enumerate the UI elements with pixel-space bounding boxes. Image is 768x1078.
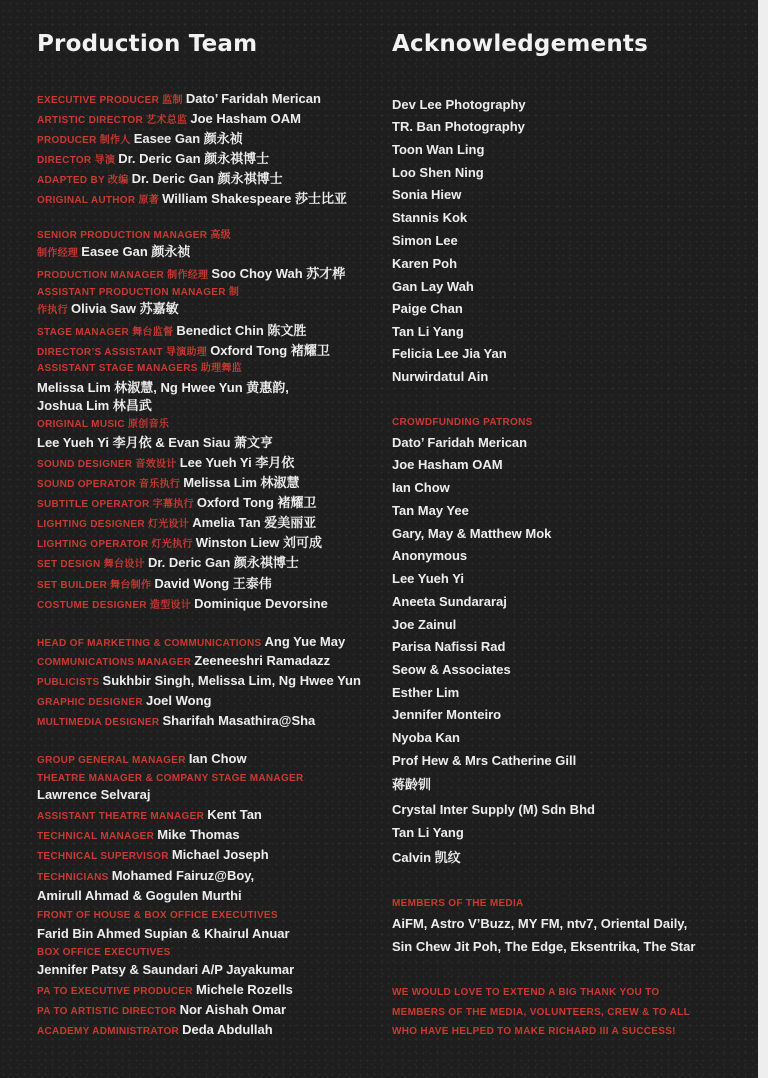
acknowledgement-line xyxy=(392,706,501,724)
name-text: Farid Bin Ahmed Supian & Khairul Anuar xyxy=(37,926,290,941)
acknowledgement-line xyxy=(392,684,459,702)
name-text: Prof Hew & Mrs Catherine Gill xyxy=(392,753,577,768)
role-label: STAGE MANAGER 舞台监督 xyxy=(37,327,177,338)
role-label: HEAD OF MARKETING & COMMUNICATIONS xyxy=(37,638,265,649)
acknowledgement-line xyxy=(392,456,503,474)
acknowledgement-line xyxy=(392,729,460,747)
role-label: ASSISTANT THEATRE MANAGER xyxy=(37,811,208,822)
role-label: PA TO EXECUTIVE PRODUCER xyxy=(37,986,197,997)
name-text: Kent Tan xyxy=(207,807,262,822)
role-label: CROWDFUNDING PATRONS xyxy=(392,417,533,428)
acknowledgement-line xyxy=(392,593,507,611)
production-team-line xyxy=(37,1001,286,1021)
page-edge xyxy=(758,0,768,1078)
acknowledgement-line xyxy=(392,118,525,136)
name-text: Paige Chan xyxy=(392,301,463,316)
name-text: Jennifer Patsy & Saundari A/P Jayakumar xyxy=(37,962,295,977)
acknowledgement-line xyxy=(392,278,474,296)
role-label: ORIGINAL MUSIC 原创音乐 xyxy=(37,419,170,430)
name-text: Mohamed Fairuz@Boy, xyxy=(111,868,255,883)
production-team-line xyxy=(37,397,152,415)
production-team-line xyxy=(37,130,243,150)
name-text: Dr. Deric Gan 颜永祺博士 xyxy=(147,555,299,570)
name-text: Tan May Yee xyxy=(392,503,469,518)
name-text: 蒋龄钏 xyxy=(392,777,432,792)
acknowledgement-line xyxy=(392,661,511,679)
name-text: Nyoba Kan xyxy=(392,730,460,745)
name-text: Dominique Devorsine xyxy=(194,596,328,611)
production-team-line xyxy=(37,414,169,434)
acknowledgement-line xyxy=(392,323,464,341)
production-team-line xyxy=(37,867,254,887)
name-text: Nor Aishah Omar xyxy=(179,1002,287,1017)
production-team-line xyxy=(37,190,347,210)
acknowledgement-line xyxy=(392,893,524,913)
production-team-line xyxy=(37,474,300,494)
acknowledgement-line xyxy=(392,164,484,182)
production-team-line xyxy=(37,826,240,846)
role-label: COSTUME DESIGNER 造型设计 xyxy=(37,600,195,611)
name-text: Benedict Chin 陈文胜 xyxy=(176,323,307,338)
name-text: Lee Yueh Yi 李月依 xyxy=(179,455,295,470)
name-text: Anonymous xyxy=(392,548,468,563)
acknowledgement-line xyxy=(392,96,526,114)
name-text: Deda Abdullah xyxy=(182,1022,273,1037)
name-text: Mike Thomas xyxy=(157,827,240,842)
name-text: Tan Li Yang xyxy=(392,825,464,840)
name-text: Soo Choy Wah 苏才桦 xyxy=(211,266,346,281)
production-team-line xyxy=(37,358,242,378)
name-text: Easee Gan 颜永祯 xyxy=(133,131,243,146)
production-team-line xyxy=(37,633,345,653)
role-label: WHO HAVE HELPED TO MAKE RICHARD III A SUCCESS! xyxy=(392,1026,676,1037)
role-label: DIRECTOR’S ASSISTANT 导演助理 xyxy=(37,347,211,358)
name-text: Michael Joseph xyxy=(171,847,269,862)
role-label: WE WOULD LOVE TO EXTEND A BIG THANK YOU TO xyxy=(392,987,660,998)
acknowledgements-heading: Acknowledgements xyxy=(392,31,648,57)
name-text: Dato’ Faridah Merican xyxy=(392,435,528,450)
production-team-line xyxy=(37,905,278,925)
name-text: Toon Wan Ling xyxy=(392,142,485,157)
acknowledgement-line xyxy=(392,915,687,933)
name-text: Joshua Lim 林昌武 xyxy=(37,398,152,413)
name-text: Gary, May & Matthew Mok xyxy=(392,526,552,541)
production-team-line xyxy=(37,887,242,905)
name-text: Amelia Tan 爱美丽亚 xyxy=(192,515,317,530)
role-label: 制作经理 xyxy=(37,248,82,259)
name-text: Zeeneeshri Ramadazz xyxy=(194,653,331,668)
production-team-line xyxy=(37,672,361,692)
production-team-heading: Production Team xyxy=(37,31,258,57)
name-text: Sin Chew Jit Poh, The Edge, Eksentrika, The Star xyxy=(392,939,696,954)
role-label: SOUND OPERATOR 音乐执行 xyxy=(37,479,184,490)
role-label: ADAPTED BY 改编 xyxy=(37,175,132,186)
role-label: EXECUTIVE PRODUCER 监制 xyxy=(37,95,186,106)
name-text: Sharifah Masathira@Sha xyxy=(162,713,316,728)
acknowledgement-line xyxy=(392,801,595,819)
production-team-line xyxy=(37,575,272,595)
acknowledgement-line xyxy=(392,1002,690,1022)
name-text: Felicia Lee Jia Yan xyxy=(392,346,507,361)
name-text: Jennifer Monteiro xyxy=(392,707,502,722)
name-text: Sukhbir Singh, Melissa Lim, Ng Hwee Yun xyxy=(102,673,361,688)
name-text: Lawrence Selvaraj xyxy=(37,787,151,802)
name-text: Calvin 凯纹 xyxy=(392,850,461,865)
role-label: FRONT OF HOUSE & BOX OFFICE EXECUTIVES xyxy=(37,910,278,921)
name-text: Lee Yueh Yi 李月依 & Evan Siau 萧文亨 xyxy=(37,435,273,450)
acknowledgement-line xyxy=(392,412,533,432)
name-text: Karen Poh xyxy=(392,256,458,271)
name-text: Dato’ Faridah Merican xyxy=(185,91,321,106)
role-label: SET DESIGN 舞台设计 xyxy=(37,559,148,570)
role-label: COMMUNICATIONS MANAGER xyxy=(37,657,195,668)
production-team-line xyxy=(37,806,262,826)
acknowledgement-line xyxy=(392,982,659,1002)
name-text: Lee Yueh Yi xyxy=(392,571,465,586)
name-text: Parisa Nafissi Rad xyxy=(392,639,506,654)
name-text: William Shakespeare 莎士比亚 xyxy=(162,191,347,206)
name-text: Melissa Lim 林淑慧 xyxy=(183,475,300,490)
name-text: Amirull Ahmad & Gogulen Murthi xyxy=(37,888,242,903)
role-label: SOUND DESIGNER 音效设计 xyxy=(37,459,180,470)
role-label: SENIOR PRODUCTION MANAGER 高级 xyxy=(37,230,231,241)
production-team-line xyxy=(37,110,301,130)
name-text: Aneeta Sundararaj xyxy=(392,594,507,609)
name-text: Joe Zainul xyxy=(392,617,457,632)
acknowledgement-line xyxy=(392,616,456,634)
production-team-line xyxy=(37,243,190,263)
role-label: ACADEMY ADMINISTRATOR xyxy=(37,1026,183,1037)
role-label: LIGHTING OPERATOR 灯光执行 xyxy=(37,539,196,550)
name-text: Nurwirdatul Ain xyxy=(392,369,489,384)
production-team-line xyxy=(37,961,294,979)
name-text: Gan Lay Wah xyxy=(392,279,474,294)
production-team-line xyxy=(37,170,283,190)
name-text: Tan Li Yang xyxy=(392,324,464,339)
role-label: GROUP GENERAL MANAGER xyxy=(37,755,189,766)
acknowledgement-line xyxy=(392,209,467,227)
acknowledgement-line xyxy=(392,300,463,318)
role-label: SET BUILDER 舞台制作 xyxy=(37,580,155,591)
acknowledgement-line xyxy=(392,479,450,497)
production-team-line xyxy=(37,750,247,770)
name-text: Melissa Lim 林淑慧, Ng Hwee Yun 黄惠韵, xyxy=(37,380,289,395)
production-team-line xyxy=(37,595,328,615)
name-text: Seow & Associates xyxy=(392,662,511,677)
role-label: ORIGINAL AUTHOR 原著 xyxy=(37,195,163,206)
acknowledgement-line xyxy=(392,368,488,386)
acknowledgement-line xyxy=(392,141,484,159)
name-text: Crystal Inter Supply (M) Sdn Bhd xyxy=(392,802,595,817)
name-text: TR. Ban Photography xyxy=(392,119,525,134)
role-label: BOX OFFICE EXECUTIVES xyxy=(37,947,171,958)
role-label: ASSISTANT PRODUCTION MANAGER 制 xyxy=(37,287,240,298)
acknowledgement-line xyxy=(392,434,527,452)
production-team-line xyxy=(37,494,317,514)
name-text: Michele Rozells xyxy=(196,982,293,997)
production-team-line xyxy=(37,942,171,962)
acknowledgement-line xyxy=(392,255,457,273)
name-text: Ian Chow xyxy=(188,751,247,766)
name-text: Joe Hasham OAM xyxy=(190,111,301,126)
role-label: DIRECTOR 导演 xyxy=(37,155,119,166)
acknowledgement-line xyxy=(392,849,461,867)
production-team-line xyxy=(37,90,321,110)
acknowledgement-line xyxy=(392,547,467,565)
production-team-line xyxy=(37,300,179,320)
name-text: Dev Lee Photography xyxy=(392,97,526,112)
name-text: Ian Chow xyxy=(392,480,450,495)
production-team-line xyxy=(37,322,306,342)
production-team-line xyxy=(37,846,269,866)
name-text: Esther Lim xyxy=(392,685,460,700)
production-team-line xyxy=(37,652,330,672)
name-text: Stannis Kok xyxy=(392,210,468,225)
production-team-line xyxy=(37,454,294,474)
production-team-line xyxy=(37,981,293,1001)
acknowledgement-line xyxy=(392,752,576,770)
name-text: Olivia Saw 苏嘉敏 xyxy=(70,301,179,316)
role-label: ASSISTANT STAGE MANAGERS 助理舞监 xyxy=(37,363,243,374)
role-label: PUBLICISTS xyxy=(37,677,103,688)
acknowledgement-line xyxy=(392,525,551,543)
name-text: Ang Yue May xyxy=(264,634,346,649)
role-label: ARTISTIC DIRECTOR 艺术总监 xyxy=(37,115,191,126)
name-text: Loo Shen Ning xyxy=(392,165,484,180)
role-label: SUBTITLE OPERATOR 字幕执行 xyxy=(37,499,197,510)
production-team-line xyxy=(37,379,289,397)
production-team-line xyxy=(37,534,322,554)
production-team-line xyxy=(37,925,290,943)
role-label: PRODUCER 制作人 xyxy=(37,135,134,146)
name-text: AiFM, Astro V’Buzz, MY FM, ntv7, Oriental Daily, xyxy=(392,916,688,931)
role-label: LIGHTING DESIGNER 灯光设计 xyxy=(37,519,193,530)
production-team-line xyxy=(37,150,269,170)
acknowledgement-line xyxy=(392,232,458,250)
role-label: TECHNICAL SUPERVISOR xyxy=(37,851,172,862)
role-label: MEMBERS OF THE MEDIA xyxy=(392,898,524,909)
name-text: Oxford Tong 褚耀卫 xyxy=(196,495,317,510)
role-label: 作执行 xyxy=(37,305,71,316)
role-label: TECHNICAL MANAGER xyxy=(37,831,158,842)
name-text: Joe Hasham OAM xyxy=(392,457,503,472)
acknowledgement-line xyxy=(392,824,464,842)
name-text: Easee Gan 颜永祯 xyxy=(81,244,191,259)
production-team-line xyxy=(37,514,316,534)
role-label: TECHNICIANS xyxy=(37,872,112,883)
acknowledgement-line xyxy=(392,570,464,588)
acknowledgement-line xyxy=(392,502,469,520)
name-text: Dr. Deric Gan 颜永祺博士 xyxy=(131,171,283,186)
production-team-line xyxy=(37,1021,273,1041)
role-label: MEMBERS OF THE MEDIA, VOLUNTEERS, CREW & TO ALL xyxy=(392,1007,690,1018)
role-label: MULTIMEDIA DESIGNER xyxy=(37,717,163,728)
name-text: Sonia Hiew xyxy=(392,187,462,202)
acknowledgement-line xyxy=(392,776,431,794)
acknowledgement-line xyxy=(392,638,505,656)
production-team-line xyxy=(37,712,315,732)
role-label: PRODUCTION MANAGER 制作经理 xyxy=(37,270,212,281)
name-text: Simon Lee xyxy=(392,233,458,248)
name-text: Winston Liew 刘可成 xyxy=(195,535,323,550)
name-text: David Wong 王泰伟 xyxy=(154,576,272,591)
name-text: Joel Wong xyxy=(146,693,212,708)
production-team-line xyxy=(37,786,150,804)
acknowledgement-line xyxy=(392,186,461,204)
role-label: THEATRE MANAGER & COMPANY STAGE MANAGER xyxy=(37,773,304,784)
production-team-line xyxy=(37,768,304,788)
production-team-line xyxy=(37,282,239,302)
acknowledgement-line xyxy=(392,345,507,363)
name-text: Dr. Deric Gan 颜永祺博士 xyxy=(118,151,270,166)
production-team-line xyxy=(37,434,273,452)
acknowledgement-line xyxy=(392,1021,676,1041)
acknowledgement-line xyxy=(392,938,695,956)
role-label: PA TO ARTISTIC DIRECTOR xyxy=(37,1006,180,1017)
production-team-line xyxy=(37,692,212,712)
production-team-line xyxy=(37,554,299,574)
name-text: Oxford Tong 褚耀卫 xyxy=(210,343,330,358)
role-label: GRAPHIC DESIGNER xyxy=(37,697,147,708)
production-team-line xyxy=(37,225,231,245)
